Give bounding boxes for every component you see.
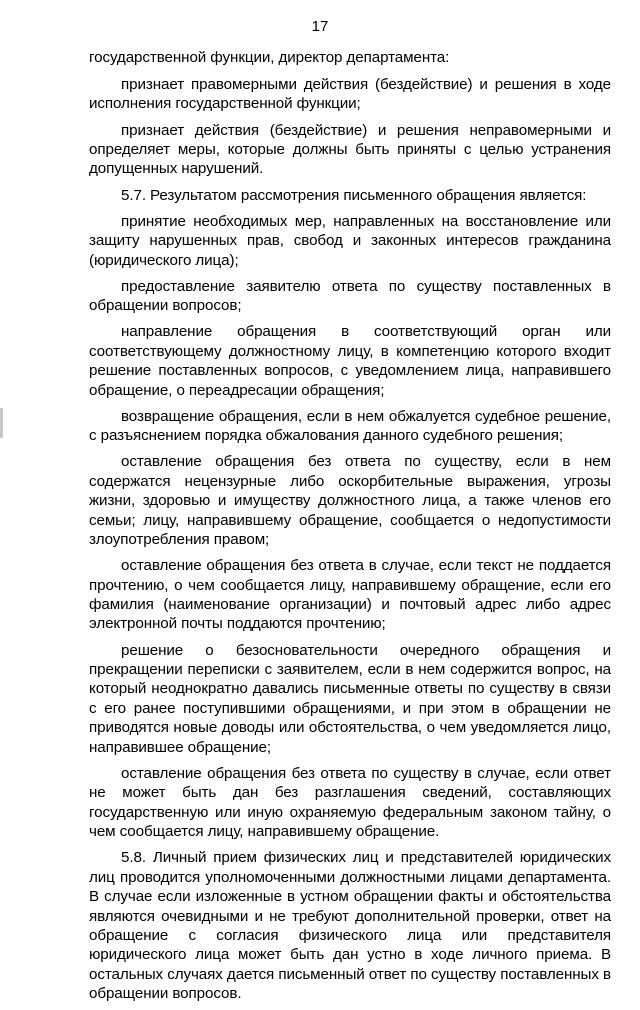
paragraph: возвращение обращения, если в нем обжалуется судебное решение, с разъяснением порядка обжалования данного судебного решения; <box>89 407 611 445</box>
page-body <box>89 48 611 1010</box>
scan-edge-mark <box>0 408 3 438</box>
paragraph-continuation: государственной функции, директор департамента: <box>89 49 450 66</box>
paragraph: принятие необходимых мер, направленных на восстановление или защиту нарушенных прав, свобод и законных интересов гражданина (юридического лица); <box>89 212 611 269</box>
paragraph: признает правомерными действия (бездействие) и решения в ходе исполнения государственной функции; <box>89 75 611 113</box>
paragraph: решение о безосновательности очередного обращения и прекращении переписки с заявителем, если в нем содержится вопрос, на который неоднократно давались письменные ответы по существу в связи с его ранее поступившими обращениями, и при этом в обращении не приводятся новые доводы или обстоятельства, о чем уведомляется лицо, направившее обращение; <box>89 641 611 756</box>
paragraph-section-5-7: 5.7. Результатом рассмотрения письменного обращения является: <box>121 186 587 204</box>
paragraph: предоставление заявителю ответа по существу поставленных в обращении вопросов; <box>89 277 611 315</box>
paragraph: оставление обращения без ответа по существу в случае, если ответ не может быть дан без разглашения сведений, составляющих государственную или иную охраняемую федеральным законом тайну, о чем сообщается лицу, направившему обращение. <box>89 764 611 841</box>
paragraph: направление обращения в соответствующий орган или соответствующему должностному лицу, в компетенцию которого входит решение поставленных вопросов, с уведомлением лица, направившего обращение, о переадресации обращения; <box>89 323 611 399</box>
page-number: 17 <box>311 18 329 35</box>
paragraph: признает действия (бездействие) и решения неправомерными и определяет меры, которые должны быть приняты с целью устранения допущенных нарушений. <box>89 121 611 178</box>
paragraph: оставление обращения без ответа по существу, если в нем содержатся нецензурные либо оскорбительные выражения, угрозы жизни, здоровью и имуществу должностного лица, а также членов его семьи; лицу, направившему обращение, сообщается о недопустимости злоупотребления правом; <box>89 453 611 549</box>
paragraph: оставление обращения без ответа в случае, если текст не поддается прочтению, о чем сообщается лицу, направившему обращение, если его фамилия (наименование организации) и почтовый адрес либо адрес электронной почты поддаются прочтению; <box>89 557 611 633</box>
paragraph-section-5-8: 5.8. Личный прием физических лиц и представителей юридических лиц проводится уполномоченными должностными лицами департамента. В случае если изложенные в устном обращении факты и обстоятельства являются очевидными и не требуют дополнительной проверки, ответ на обращение с согласия физического лица или представителя юридического лица может быть дан устно в ходе личного приема. В остальных случаях дается письменный ответ по существу поставленных в обращении вопросов. <box>89 849 611 1003</box>
